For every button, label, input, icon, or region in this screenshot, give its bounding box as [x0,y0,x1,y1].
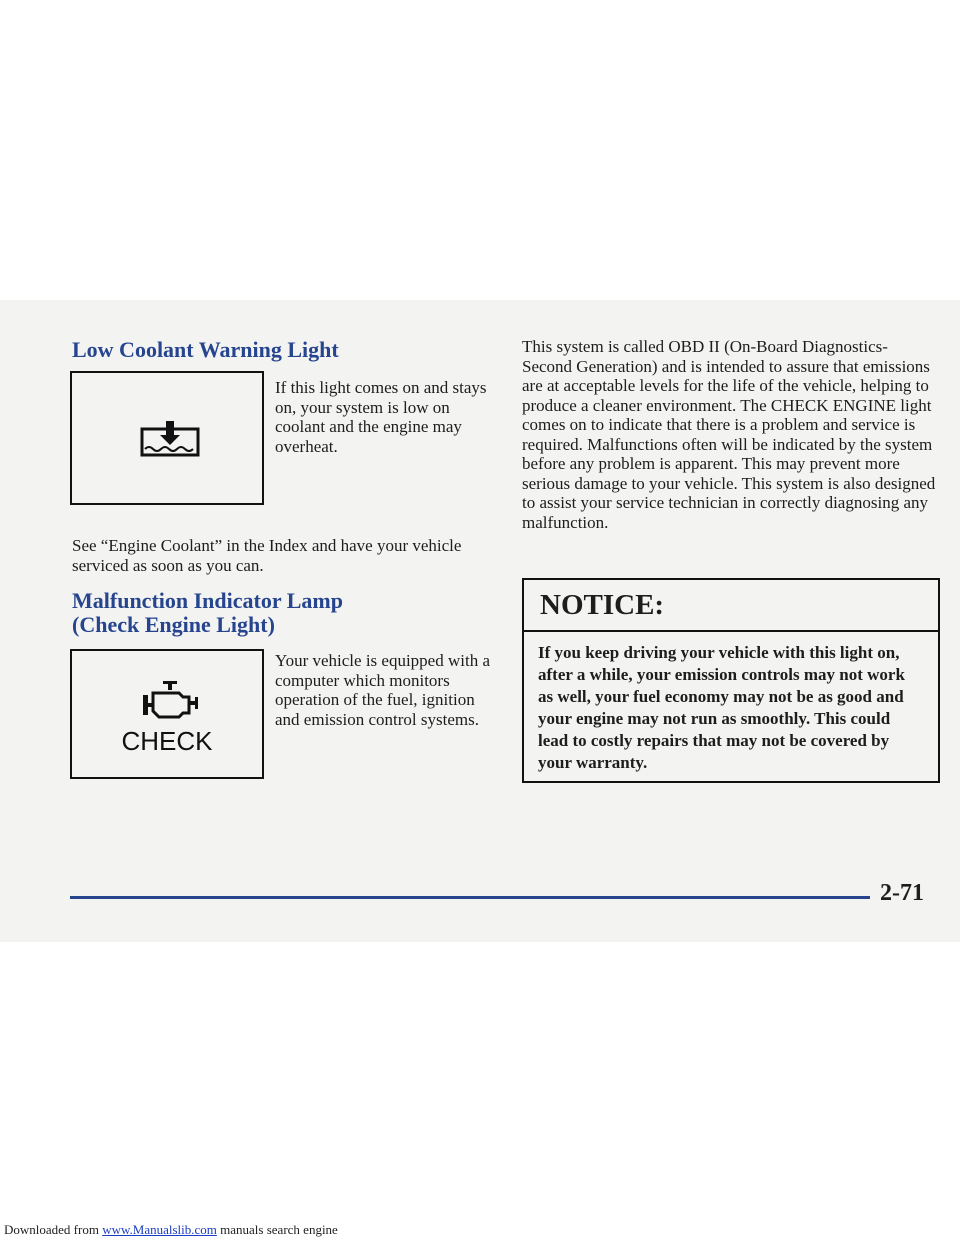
low-coolant-icon-box [70,371,264,505]
low-coolant-heading: Low Coolant Warning Light [72,337,339,362]
coolant-level-icon [138,419,202,461]
footer-prefix: Downloaded from [4,1222,103,1237]
manualslib-link[interactable]: www.Manualslib.com [102,1222,217,1237]
malfunction-heading-line1: Malfunction Indicator Lamp [72,588,343,613]
footer-suffix: manuals search engine [216,1222,338,1237]
notice-text: If you keep driving your vehicle with this light on, after a while, your emission controls may not work as well, your fuel economy may not be as good and your engine may not run as smoothly. This could lead to costly repairs that may not be covered by your warranty. [538,643,905,772]
check-engine-icon [139,679,201,723]
low-coolant-body: See “Engine Coolant” in the Index and have your vehicle serviced as soon as you can. [72,536,462,575]
obd-paragraph: This system is called OBD II (On-Board Diagnostics-Second Generation) and is intended to assure that emissions are at acceptable levels for the life of the vehicle, helping to produce a cleaner environment. The CHECK ENGINE light comes on to indicate that there is a problem and service is required. Malfunctions often will be indicated by the system before any problem is apparent. This may prevent more serious damage to your vehicle. This system is also designed to assist your service technician in correctly diagnosing any malfunction. [522,337,936,532]
malfunction-side-text: Your vehicle is equipped with a computer which monitors operation of the fuel, ignition and emission control systems. [275,651,490,729]
download-footer [4,1222,604,1238]
notice-box [522,578,940,783]
low-coolant-side-text: If this light comes on and stays on, your system is low on coolant and the engine may overheat. [275,378,487,456]
check-engine-label: CHECK [121,726,213,756]
notice-title: NOTICE: [524,580,938,632]
page-rule [70,896,870,899]
check-engine-icon-box [70,649,264,779]
malfunction-heading-line2: (Check Engine Light) [72,612,275,637]
page-number: 2-71 [880,880,924,906]
